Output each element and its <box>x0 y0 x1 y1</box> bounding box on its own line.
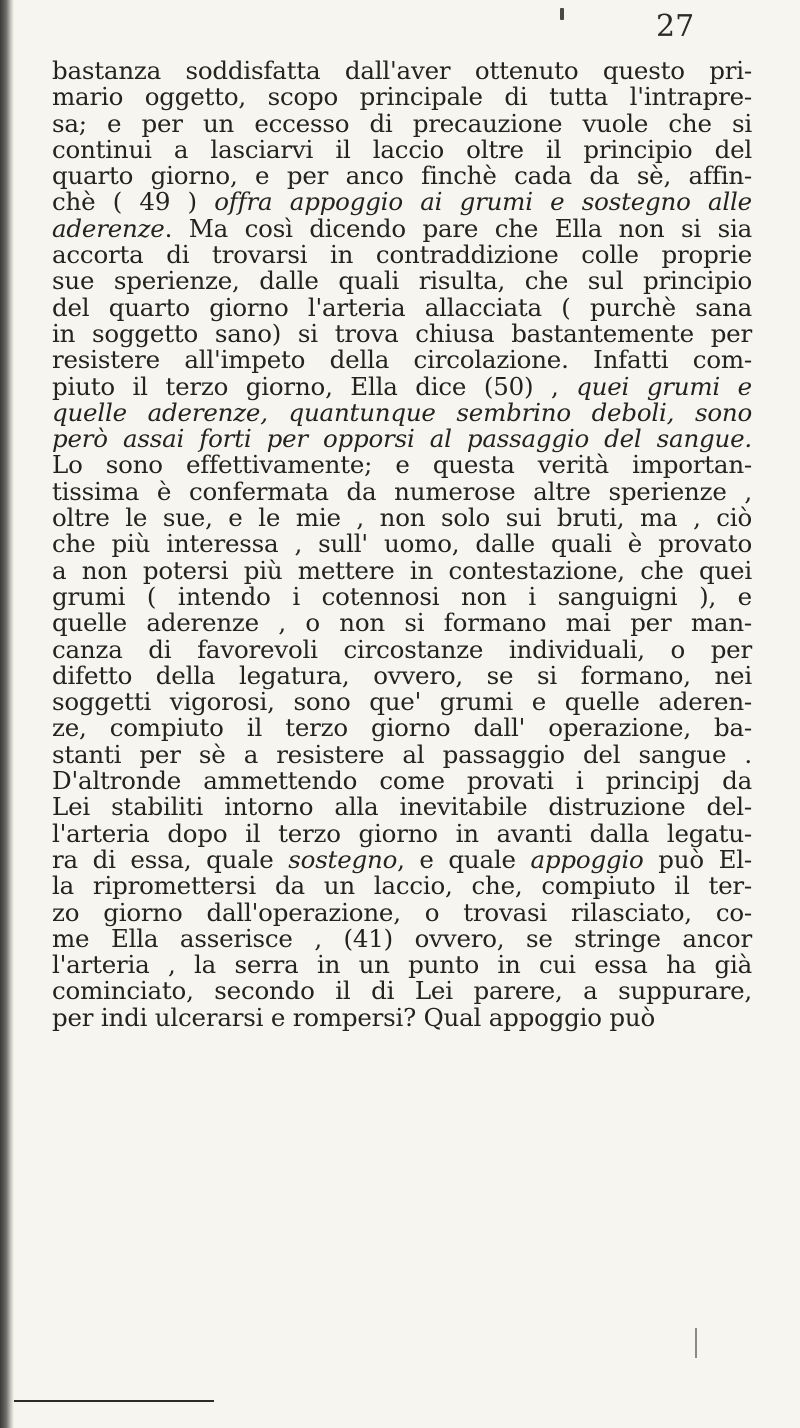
text-segment: zo giorno dall'operazione, o trovasi rilasciato, co- <box>52 897 752 927</box>
text-line <box>52 163 752 189</box>
italic-text-segment: però assai forti per opporsi al passaggio del sangue. <box>52 424 752 454</box>
stray-ink-mark <box>560 8 564 20</box>
text-line <box>52 452 752 478</box>
text-segment: Lei stabiliti intorno alla inevitabile distruzione del- <box>52 792 752 822</box>
text-line <box>52 715 752 741</box>
text-segment: piuto il terzo giorno, Ella dice (50) , <box>52 371 577 401</box>
text-line <box>52 873 752 899</box>
text-segment: accorta di trovarsi in contraddizione colle proprie <box>52 240 752 270</box>
text-line <box>52 189 752 215</box>
scan-edge-rule <box>14 1400 214 1402</box>
text-line <box>52 134 752 164</box>
text-segment: continui a lasciarvi il laccio oltre il principio del <box>52 134 752 164</box>
text-segment: chè ( 49 ) <box>52 187 215 217</box>
text-segment: la ripromettersi da un laccio, che, compiuto il ter- <box>52 871 752 901</box>
text-segment: sa; e per un eccesso di precauzione vuole che si <box>52 108 752 138</box>
text-segment: tissima è confermata da numerose altre sperienze , <box>52 476 752 506</box>
text-line <box>52 242 752 268</box>
text-segment: l'arteria dopo il terzo giorno in avanti dalla legatu- <box>52 818 752 848</box>
text-line <box>52 897 752 927</box>
italic-text-segment: sostegno <box>288 844 398 874</box>
text-segment: quelle aderenze , o non si formano mai per man- <box>52 608 752 638</box>
text-line <box>52 555 752 585</box>
page-binding-edge <box>0 0 14 1428</box>
text-segment: sue sperienze, dalle quali risulta, che sul principio <box>52 266 752 296</box>
text-segment: in soggetto sano) si trova chiusa bastantemente per <box>52 318 752 348</box>
text-segment: ze, compiuto il terzo giorno dall' operazione, ba- <box>52 713 752 743</box>
text-line <box>52 768 752 794</box>
text-line <box>52 397 752 427</box>
text-line <box>52 505 752 531</box>
text-line <box>52 292 752 322</box>
text-segment: cominciato, secondo il di Lei parere, a suppurare, <box>52 976 752 1006</box>
text-segment: ra di essa, quale <box>52 844 289 874</box>
text-segment: soggetti vigorosi, sono que' grumi e quelle aderen- <box>52 687 752 717</box>
text-line <box>52 689 752 715</box>
body-text <box>52 58 752 1031</box>
text-line <box>52 581 752 611</box>
italic-text-segment: appoggio <box>530 844 644 874</box>
text-segment: che più interessa , sull' uomo, dalle quali è provato <box>52 529 752 559</box>
text-segment: canza di favorevoli circostanze individuali, o per <box>52 634 752 664</box>
text-segment: , e quale <box>397 844 531 874</box>
text-line <box>52 660 752 690</box>
text-segment: difetto della legatura, ovvero, se si formano, nei <box>52 660 752 690</box>
text-segment: D'altronde ammettendo come provati i principj da <box>52 766 752 796</box>
text-line <box>52 347 752 373</box>
text-segment: l'arteria , la serra in un punto in cui essa ha già <box>52 950 752 980</box>
text-line <box>52 610 752 636</box>
text-line <box>52 213 752 243</box>
text-line <box>52 108 752 138</box>
text-line <box>52 952 752 978</box>
text-line <box>52 818 752 848</box>
text-line <box>52 371 752 401</box>
italic-text-segment: quei grumi e <box>576 371 752 401</box>
text-line <box>52 794 752 820</box>
text-segment: stanti per sè a resistere al passaggio del sangue . <box>52 739 752 769</box>
text-segment: quarto giorno, e per anco finchè cada da sè, affin- <box>52 161 752 191</box>
text-line <box>52 58 752 84</box>
text-segment: oltre le sue, e le mie , non solo sui bruti, ma , ciò <box>52 503 752 533</box>
text-line <box>52 84 752 110</box>
text-segment: me Ella asserisce , (41) ovvero, se stringe ancor <box>52 923 752 953</box>
scan-artifact <box>695 1328 697 1358</box>
text-line <box>52 1002 752 1032</box>
text-line <box>52 531 752 557</box>
text-line <box>52 844 752 874</box>
text-line <box>52 476 752 506</box>
text-segment: Lo sono effettivamente; e questa verità importan- <box>52 450 752 480</box>
text-segment: a non potersi più mettere in contestazione, che quei <box>52 555 752 585</box>
page-number: 27 <box>656 9 695 44</box>
text-segment: per indi ulcerarsi e rompersi? Qual appoggio può <box>52 1002 656 1032</box>
text-line <box>52 739 752 769</box>
text-segment: grumi ( intendo i cotennosi non i sanguigni ), e <box>52 581 752 611</box>
text-line <box>52 426 752 452</box>
text-segment: . Ma così dicendo pare che Ella non si sia <box>164 213 752 243</box>
italic-text-segment: quelle aderenze, quantunque sembrino deboli, sono <box>52 397 752 427</box>
text-line <box>52 978 752 1004</box>
text-line <box>52 268 752 294</box>
italic-text-segment: aderenze <box>52 213 165 243</box>
text-segment: può El- <box>643 844 752 874</box>
text-line <box>52 318 752 348</box>
text-line <box>52 923 752 953</box>
text-segment: del quarto giorno l'arteria allacciata ( purchè sana <box>52 292 752 322</box>
text-line <box>52 634 752 664</box>
text-segment: resistere all'impeto della circolazione. Infatti com- <box>52 345 752 375</box>
italic-text-segment: offra appoggio ai grumi e sostegno alle <box>214 187 752 217</box>
text-segment: mario oggetto, scopo principale di tutta l'intrapre- <box>52 82 752 112</box>
text-segment: bastanza soddisfatta dall'aver ottenuto questo pri- <box>52 56 752 85</box>
